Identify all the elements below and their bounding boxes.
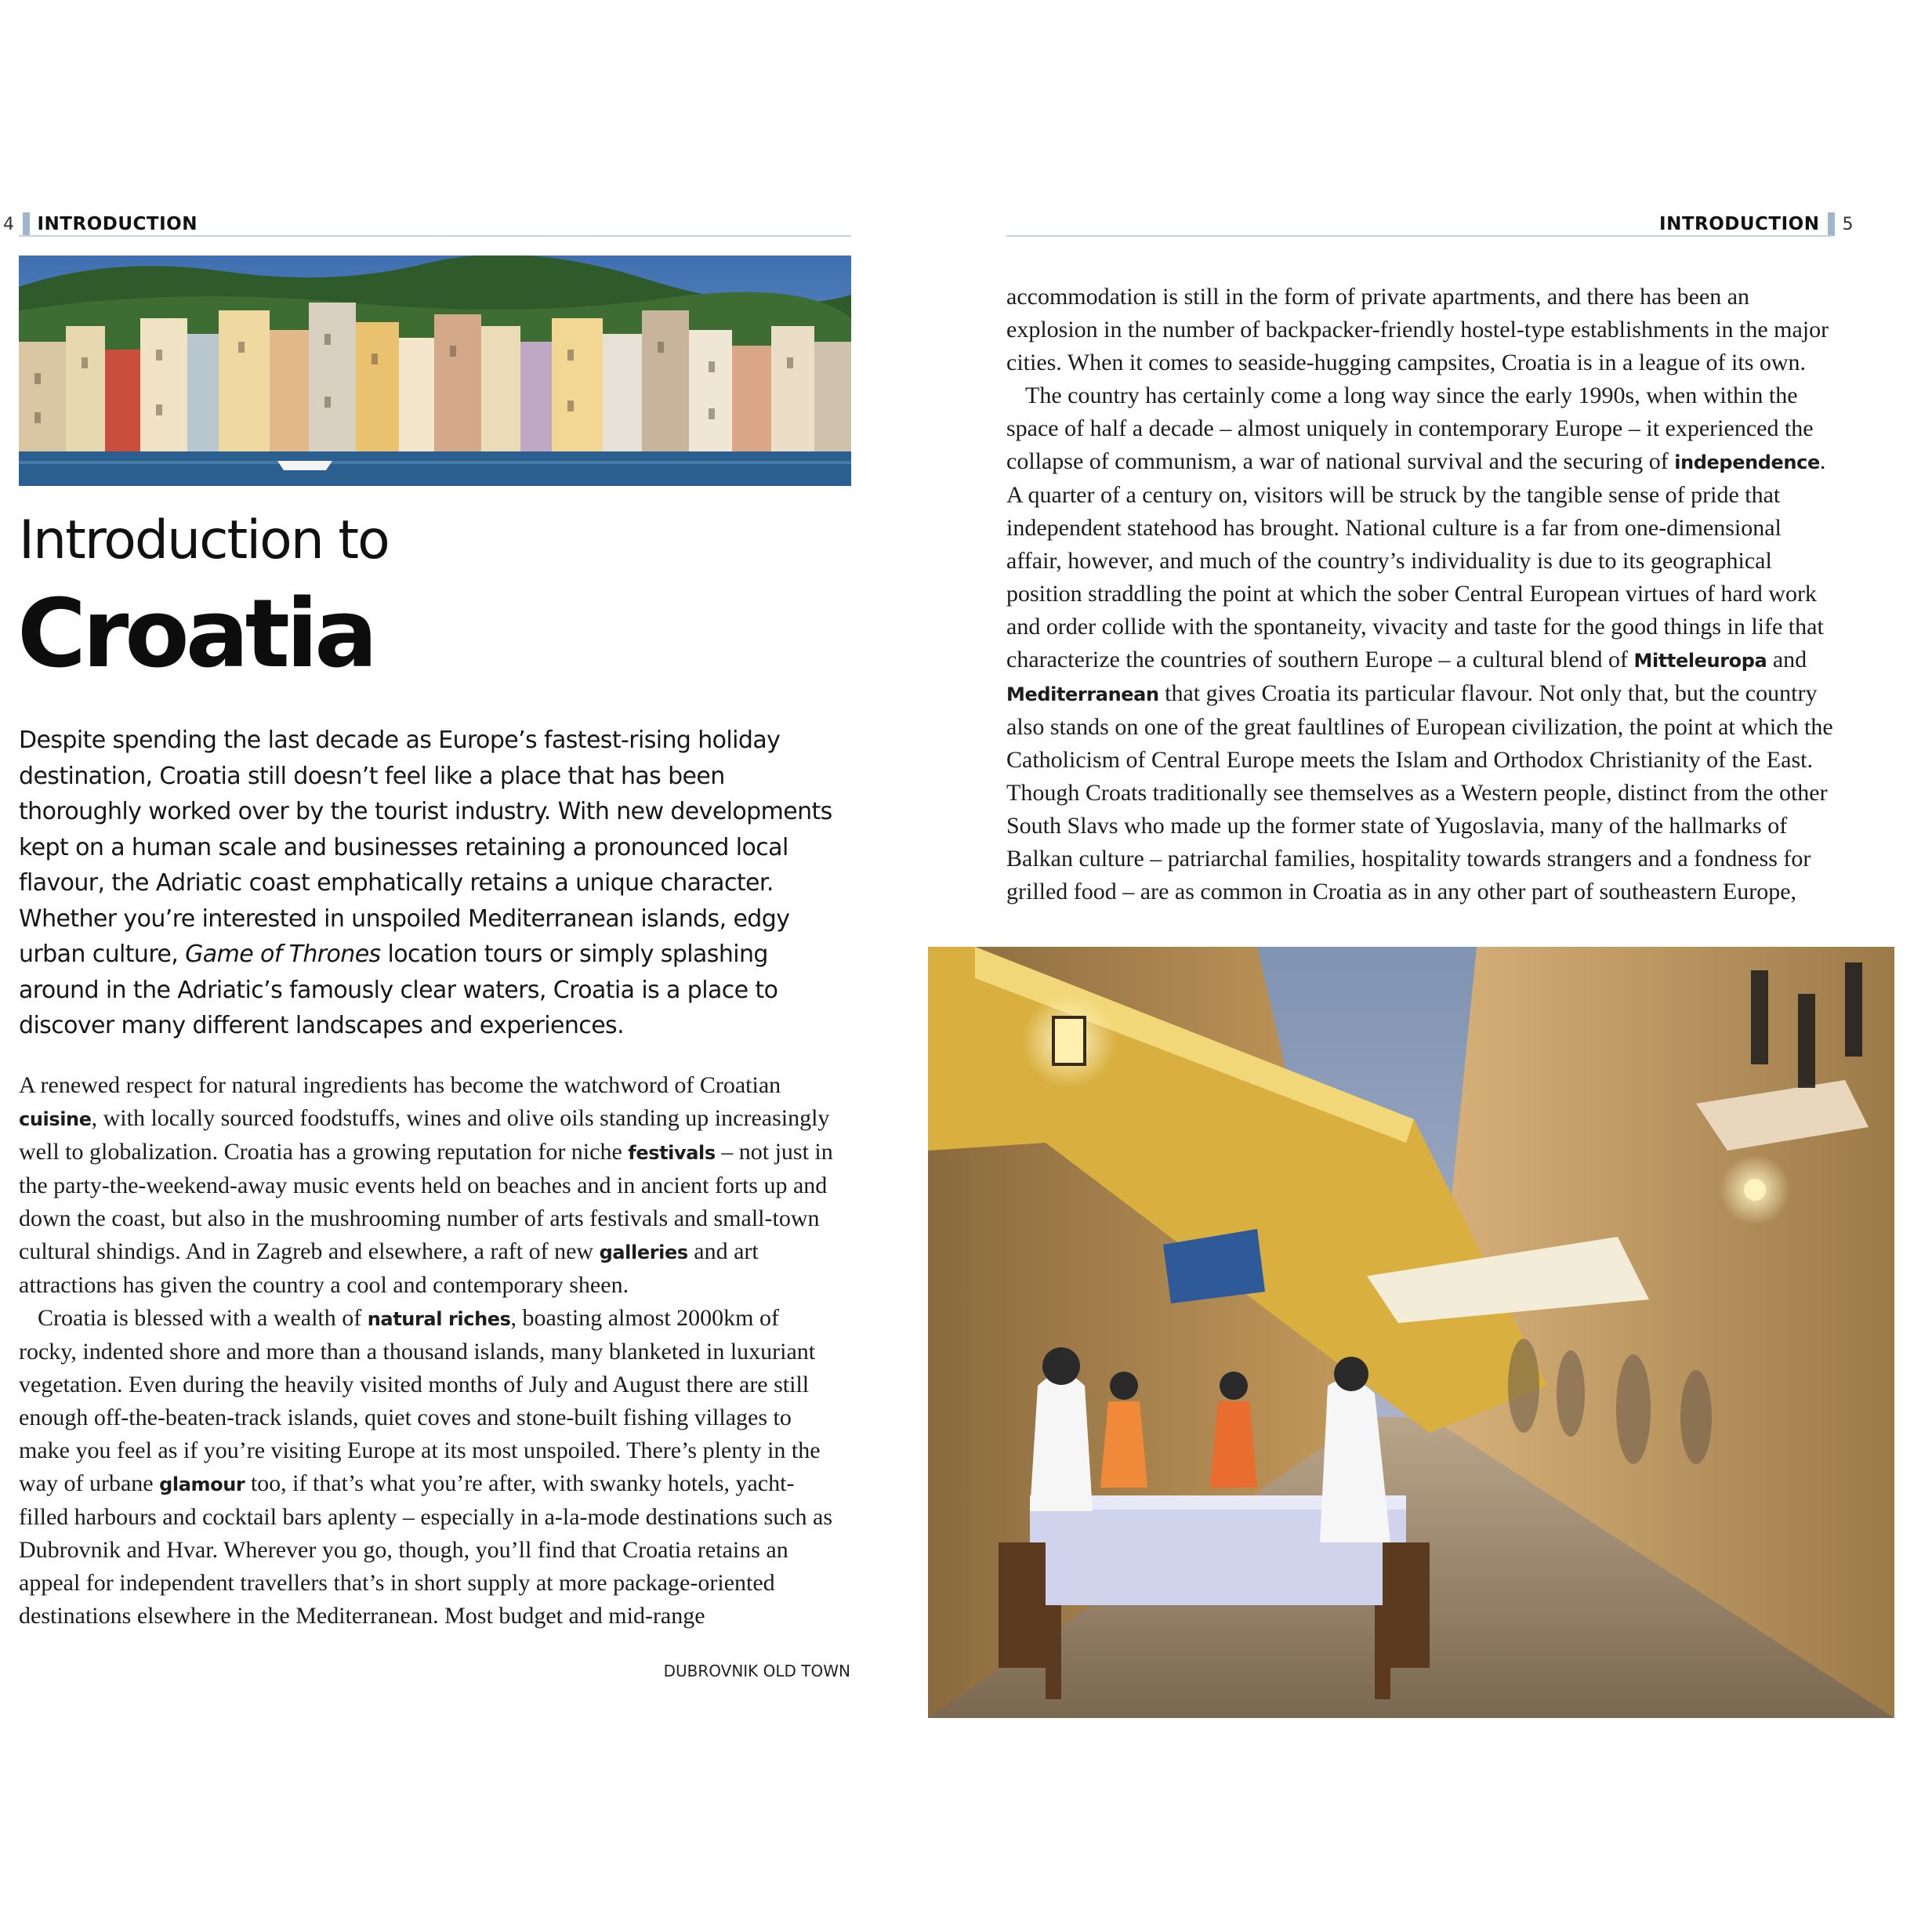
rp2-text-a: The country has certainly come a long way since the early 1990s, when within the space of half a decade – almost uniquely in contemporary Europe – it experienced the collapse of communism, a war of national survival and the securing of — [1006, 382, 1814, 474]
header-rule-left — [19, 235, 851, 237]
rp2-text-b: . A quarter of a century on, visitors will be struck by the tangible sense of pride that independent statehood has brought. National culture is a far from one-dimensional affair, however, and much of the country’s individuality is due to its geographical position straddling the point at which the sober Central European virtues of hard work and order collide with the spontaneity, vivacity and taste for the good things in life that characterize the countries of southern Europe – a cultural blend of — [1006, 448, 1826, 672]
header-bar-right — [1828, 212, 1835, 236]
p1-text-c: – not just in the party-the-weekend-away music events held on beaches and in ancient forts up and down the coast, but also in the mushrooming number of arts festivals and small-town cultural shindigs. And in Zagreb and elsewhere, a raft of new — [19, 1139, 833, 1264]
p1-text-a: A renewed respect for natural ingredients has become the watchword of Croatian — [19, 1072, 781, 1098]
page-number-right: 5 — [1842, 214, 1854, 234]
running-head-title-left: INTRODUCTION — [37, 214, 198, 234]
dubrovnik-street-photo — [928, 947, 1894, 1718]
body-text-right — [1006, 281, 1842, 908]
keyword-mediterranean: Mediterranean — [1006, 683, 1159, 705]
header-rule-right — [1006, 235, 1832, 237]
lede-text-2: location tours or simply splashing around in the Adriatic’s famously clear waters, Croatia is a place to discover many different landscapes and experiences. — [19, 941, 778, 1039]
body-text-left — [19, 1069, 842, 1633]
header-bar — [23, 212, 30, 236]
p1-text-d: and art attractions has given the country a cool and contemporary sheen. — [19, 1238, 759, 1298]
right-page — [966, 0, 1932, 1932]
page-title-line2: Croatia — [17, 580, 375, 689]
rp2-text-d: that gives Croatia its particular flavour. Not only that, but the country also stands on one of the great faultlines of European civilization, the point at which the Catholicism of Central Europe meets the Islam and Orthodox Christianity of the East. Though Croats traditionally see themselves as a Western people, distinct from the other South Slavs who made up the former state of Yugoslavia, many of the hallmarks of Balkan culture – patriarchal families, hospitality towards strangers and a fondness for grilled food – are as common in Croatia as in any other part of southeastern Europe, — [1006, 680, 1833, 904]
paragraph-country — [1006, 379, 1842, 908]
keyword-galleries: galleries — [599, 1241, 688, 1263]
paragraph-1 — [19, 1069, 842, 1302]
rp2-text-c: and — [1767, 647, 1807, 672]
keyword-mitteleuropa: Mitteleuropa — [1633, 650, 1767, 672]
keyword-natural-riches: natural riches — [367, 1308, 511, 1330]
paragraph-2 — [19, 1302, 842, 1633]
p1-text-b: , with locally sourced foodstuffs, wines and olive oils standing up increasingly well to globalization. Croatia has a growing reputation for niche — [19, 1105, 830, 1165]
p2-text-c: too, if that’s what you’re after, with swanky hotels, yacht-filled harbours and cocktail bars aplenty – especially in a-la-mode destinations such as Dubrovnik and Hvar. Wherever you go, though, you’ll find that Croatia retains an appeal for independent travellers that’s in short supply at more package-oriented destinations elsewhere in the Mediterranean. Most budget and mid-range — [19, 1470, 833, 1629]
coastal-town-photo — [19, 256, 851, 486]
running-head-title-right: INTRODUCTION — [1659, 214, 1820, 234]
intro-lede — [19, 723, 850, 1044]
running-head-right — [1659, 210, 1854, 238]
photo-caption: DUBROVNIK OLD TOWN — [663, 1662, 850, 1680]
page-title-line1: Introduction to — [19, 509, 389, 571]
paragraph-accommodation: accommodation is still in the form of private apartments, and there has been an explosion in the number of backpacker-friendly hostel-type establishments in the major cities. When it comes to seaside-hugging campsites, Croatia is in a league of its own. — [1006, 284, 1829, 375]
keyword-glamour: glamour — [159, 1473, 245, 1495]
keyword-cuisine: cuisine — [19, 1108, 92, 1130]
p2-text-a: Croatia is blessed with a wealth of — [38, 1305, 368, 1331]
lede-text-1: Despite spending the last decade as Europe’s fastest-rising holiday destination, Croatia still doesn’t feel like a place that has been thoroughly worked over by the tourist industry. With new developments kept on a human scale and businesses retaining a pronounced local flavour, the Adriatic coast emphatically retains a unique character. Whether you’re interested in unspoiled Mediterranean islands, edgy urban culture, — [19, 727, 832, 968]
running-head-left — [3, 210, 198, 238]
keyword-festivals: festivals — [628, 1142, 716, 1164]
keyword-independence: independence — [1674, 451, 1820, 473]
lede-italic-title: Game of Thrones — [185, 941, 381, 968]
page-number-left: 4 — [3, 214, 15, 234]
p2-text-b: , boasting almost 2000km of rocky, indented shore and more than a thousand islands, many blanketed in luxuriant vegetation. Even during the heavily visited months of July and August there are still enough off-the-beaten-track islands, quiet coves and stone-built fishing villages to make you feel as if you’re visiting Europe at its most unspoiled. There’s plenty in the way of urbane — [19, 1305, 821, 1496]
